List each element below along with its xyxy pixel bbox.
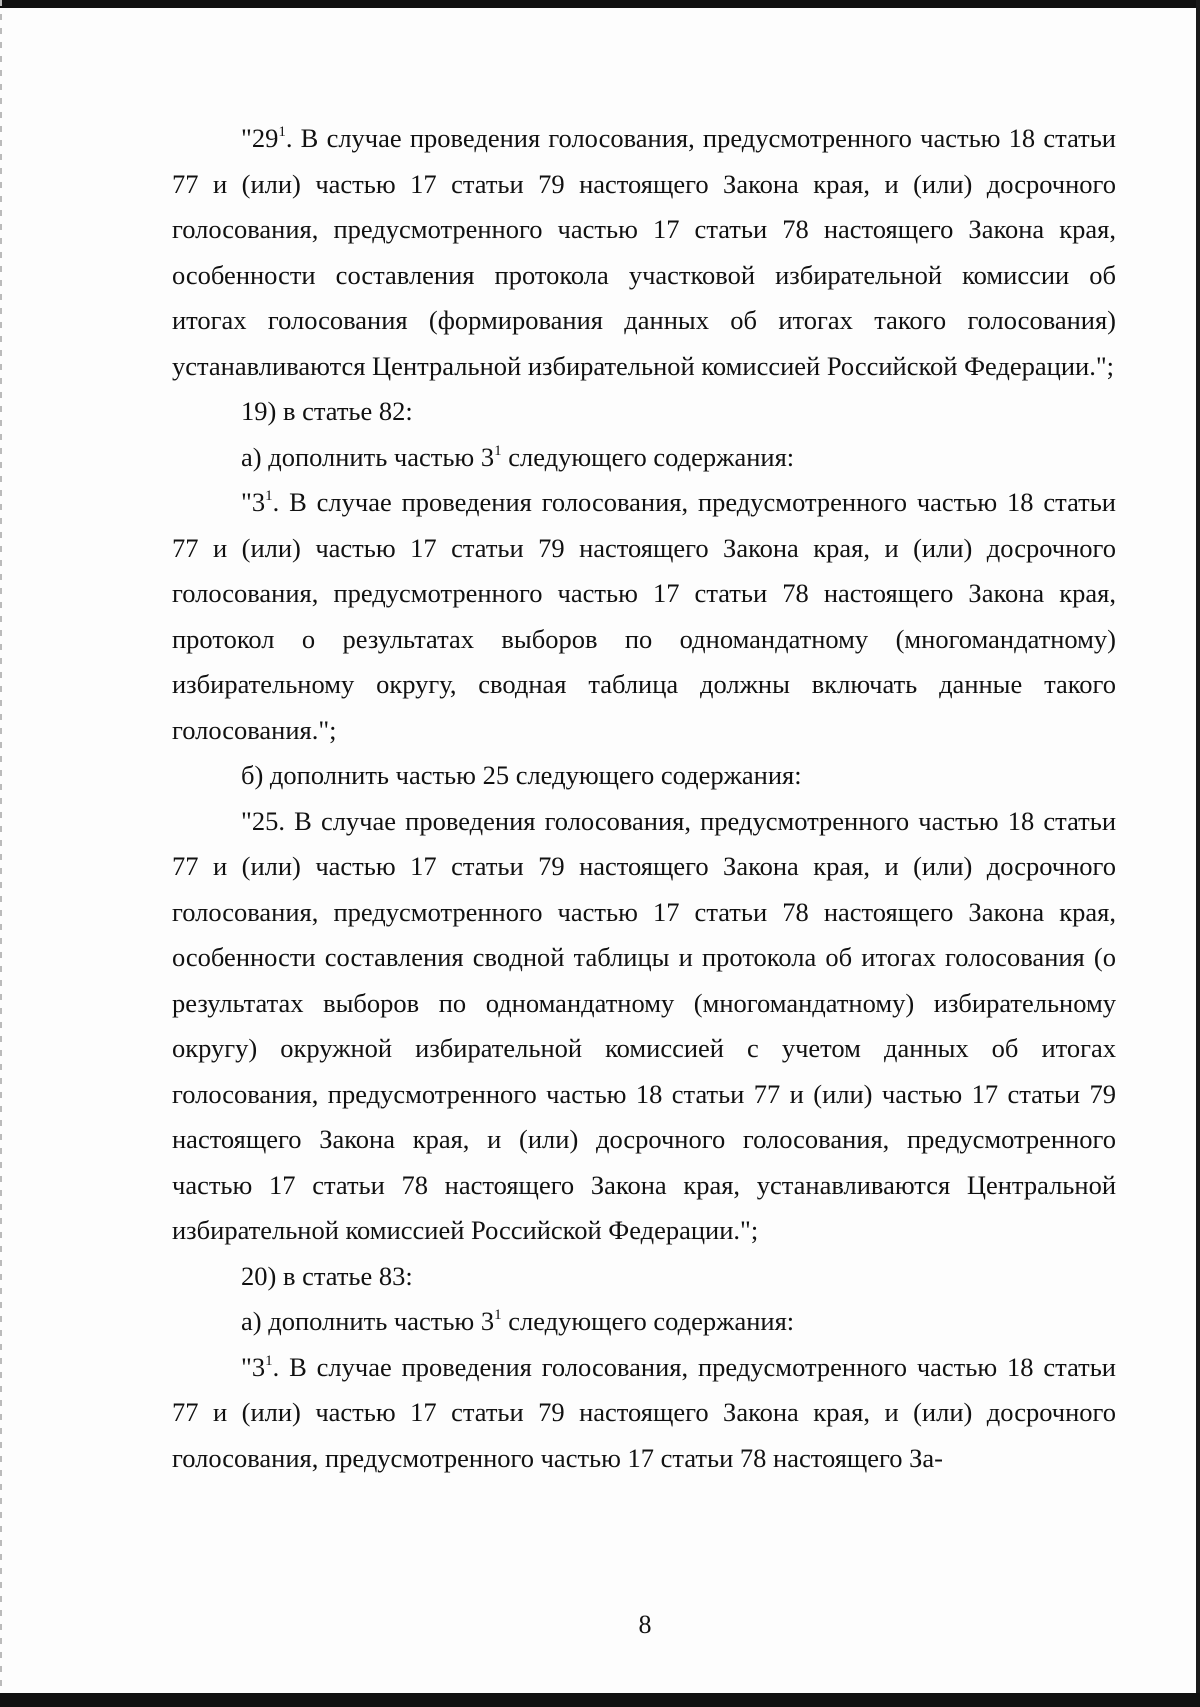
- paragraph-item-20: 20) в статье 83:: [241, 1260, 413, 1291]
- paragraph-29-1: "$29^1$. В случае проведения голосования, предусмотренного частью 18 статьи 77 и (или) частью 17 статьи 79 настоящего Закона края, и (или) досрочного голосования, предусмотренного частью 17 статьи 78 настоящего Закона края, особенности составления протокола участковой избирательной комиссии об итогах голосования (формирования данных об итогах такого голосования) устанавливаются Центральной избирательной комиссией Российской Федерации.";: [172, 123, 1116, 381]
- page-number: 8: [638, 1610, 652, 1639]
- document-body: [172, 116, 1116, 1481]
- paragraph-25: "25. В случае проведения голосования, предусмотренного частью 18 статьи 77 и (или) частью 17 статьи 79 настоящего Закона края, и (или) досрочного голосования, предусмотренного частью 17 статьи 78 настоящего Закона края, особенности составления сводной таблицы и протокола об итогах голосования (о результатах выборов по одномандатному (многомандатному) избирательному округу) окружной избирательной комиссией с учетом данных об итогах голосования, предусмотренного частью 18 статьи 77 и (или) частью 17 статьи 79 настоящего Закона края, и (или) досрочного голосования, предусмотренного частью 17 статьи 78 настоящего Закона края, устанавливаются Центральной избирательной комиссией Российской Федерации.";: [172, 805, 1116, 1245]
- paragraph-3-1-art-83: "$3^1$. В случае проведения голосования, предусмотренного частью 18 статьи 77 и (или) частью 17 статьи 79 настоящего Закона края, и (или) досрочного голосования, предусмотренного частью 17 статьи 78 настоящего За-: [172, 1351, 1116, 1473]
- scan-edge-bottom: [0, 1693, 1200, 1707]
- scan-edge-right: [1196, 0, 1200, 1707]
- scan-edge-left: [0, 0, 2, 1707]
- paragraph-item-19-b: б) дополнить частью 25 следующего содержания:: [241, 760, 802, 790]
- paragraph-item-19: 19) в статье 82:: [241, 396, 413, 426]
- paragraph-3-1-art-82: "$3^1$. В случае проведения голосования, предусмотренного частью 18 статьи 77 и (или) частью 17 статьи 79 настоящего Закона края, и (или) досрочного голосования, предусмотренного частью 17 статьи 78 настоящего Закона края, протокол о результатах выборов по одномандатному (многомандатному) избирательному округу, сводная таблица должны включать данные такого голосования.";: [172, 487, 1116, 745]
- scan-edge-top: [0, 0, 1200, 8]
- paragraph-item-19-a: а) дополнить частью $3^1$ следующего содержания:: [241, 441, 795, 472]
- paragraph-item-20-a: а) дополнить частью $3^1$ следующего содержания:: [241, 1306, 795, 1336]
